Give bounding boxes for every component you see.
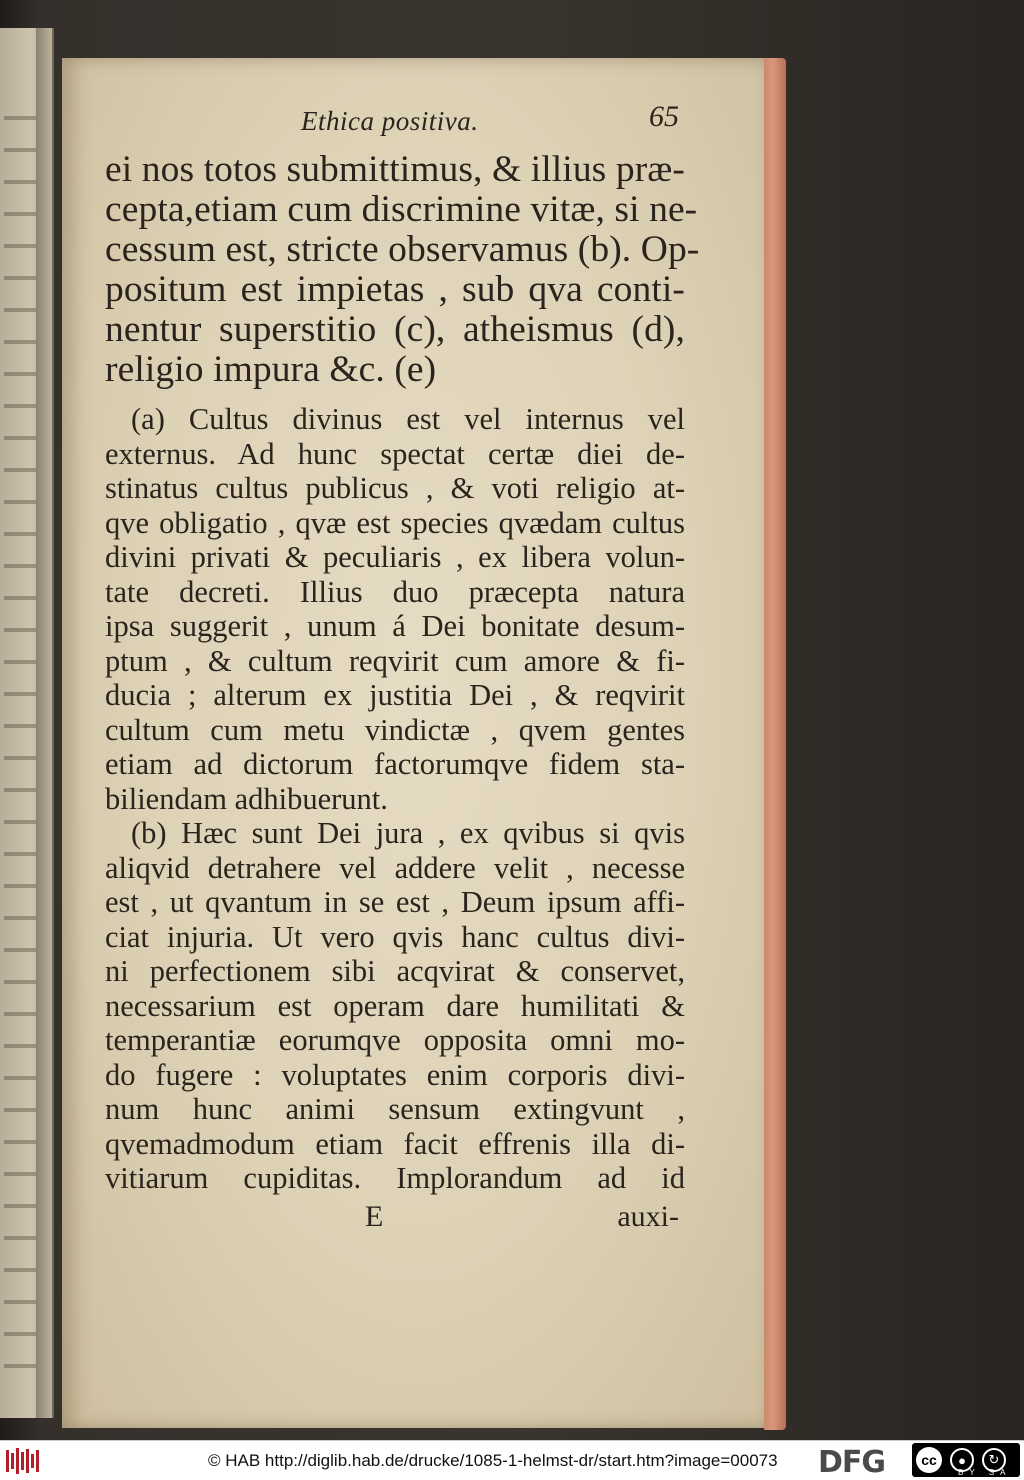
signature-mark: E [365, 1199, 384, 1233]
sa-icon: ↻ [982, 1448, 1006, 1472]
main-line: nentur superstitio (c), atheismus (d), [105, 309, 685, 350]
note-line: externus. Ad hunc spectat certæ diei de- [105, 436, 685, 471]
main-line: positum est impietas , sub qva conti- [105, 269, 685, 310]
running-head [105, 96, 685, 150]
note-line: est , ut qvantum in se est , Deum ipsum affi- [105, 885, 685, 919]
page-text [105, 96, 700, 1238]
cc-license-badge[interactable] [912, 1443, 1020, 1477]
main-line: religio impura &c. (e) [105, 349, 437, 390]
footnote-b [105, 816, 685, 1196]
note-line: ptum , & cultum reqvirit cum amore & fi- [105, 643, 685, 678]
gutter-shadow [36, 28, 52, 1418]
note-line: ducia ; alterum ex justitia Dei , & reqvirit [105, 678, 685, 712]
note-line: ipsa suggerit , unum á Dei bonitate desum- [105, 609, 685, 643]
page-number: 65 [649, 100, 679, 133]
main-line: cessum est, stricte observamus (b). Op- [105, 229, 700, 270]
note-line: num hunc animi sensum extingvunt , [105, 1092, 685, 1126]
main-line: cepta,etiam cum discrimine vitæ, si ne- [105, 189, 698, 230]
main-line: ei nos totos submittimus, & illius præ- [105, 149, 685, 190]
note-line: etiam ad dictorum factorumqve fidem sta- [105, 747, 685, 781]
note-line: biliendam adhibuerunt. [105, 781, 388, 816]
note-line: ni perfectionem sibi acqvirat & conservet, [105, 954, 685, 988]
note-line: qve obligatio , qvæ est species qvædam cultus [105, 505, 685, 540]
note-line: vitiarum cupiditas. Implorandum ad id [105, 1161, 685, 1195]
note-line: temperantiæ eorumqve opposita omni mo- [105, 1023, 685, 1057]
note-line: (a) Cultus divinus est vel internus vel [131, 402, 685, 436]
note-line: ciat injuria. Ut vero qvis hanc cultus divi- [105, 919, 685, 954]
credit-link[interactable]: © HAB http://diglib.hab.de/drucke/1085-1-helmst-dr/start.htm?image=00073 [208, 1450, 778, 1470]
note-line: stinatus cultus publicus , & voti religio at- [105, 471, 685, 505]
dfg-logo-icon: DFG [818, 1445, 886, 1480]
page-footer [105, 1198, 685, 1238]
note-line: aliqvid detrahere vel addere velit , necesse [105, 850, 685, 885]
footer-banner [0, 1440, 1024, 1480]
by-icon: ● [950, 1448, 974, 1472]
note-line: necessarium est operam dare humilitati & [105, 988, 685, 1023]
footnote-a [105, 402, 685, 816]
main-text [105, 149, 700, 390]
note-line: qvemadmodum etiam facit effrenis illa di- [105, 1126, 685, 1161]
note-line: do fugere : voluptates enim corporis divi- [105, 1057, 685, 1092]
running-head-title: Ethica positiva. [301, 106, 479, 136]
note-line: divini privati & peculiaris , ex libera volun- [105, 540, 685, 574]
note-line: cultum cum metu vindictæ , qvem gentes [105, 712, 685, 747]
hab-logo-icon [4, 1447, 40, 1475]
note-line: tate decreti. Illius duo præcepta natura [105, 574, 685, 609]
license-tags: BY SA [958, 1468, 1012, 1477]
facing-page-edge [0, 28, 54, 1418]
catchword: auxi- [617, 1199, 679, 1233]
note-line: (b) Hæc sunt Dei jura , ex qvibus si qvis [131, 816, 685, 850]
cc-icon: cc [916, 1447, 942, 1473]
page-red-edge [764, 58, 786, 1430]
